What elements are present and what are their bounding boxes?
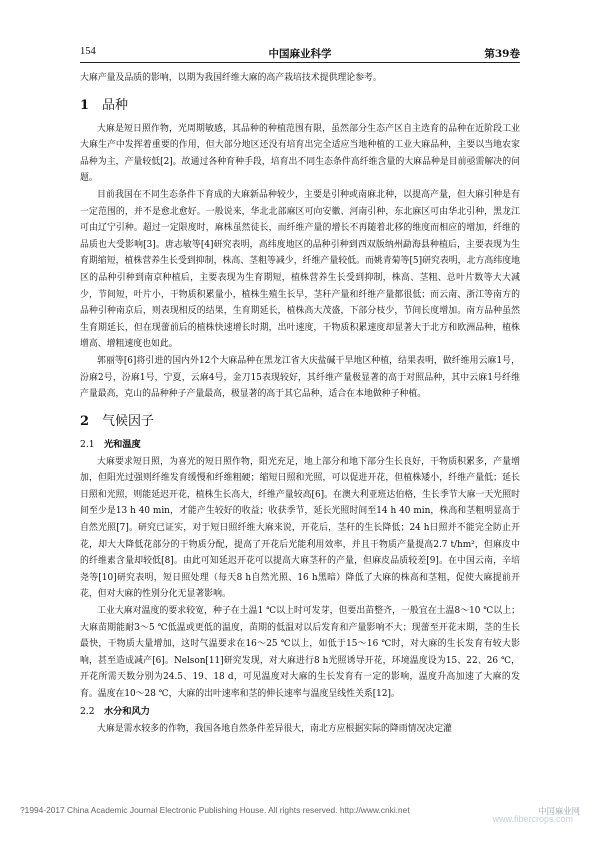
section-number: 1 [80, 97, 90, 113]
paragraph: 大麻是需水较多的作物，我国各地自然条件差异很大，南北方应根据实际的降雨情况决定灌 [97, 723, 452, 734]
paragraph: 大麻要求短日照，为喜光的短日照作物，阳光充足，地上部分和地下部分生长良好，干物质积累多，产量增加，但阳光过强则纤维发育缓慢和纤维粗硬；缩短日照和光照，可以促进开花，但植株矮小，纤维产量低；延长日照和光照，则能延迟开花，植株生长高大，纤维产量较高[6]。在澳大利亚班达伯格，生长季节大麻一天光照时间至少是13 h 40 min，才能产生较好的收益；收获季节，延长光照时间至14 h 40 min，株高和茎粗明显高于自然光照[7]。研究已证实，对于短日照纤维大麻来说，开花后，茎秆的生长降低；24 h日照并不能完全防止开花，却大大降低花部分的干物质分配，提高了开花后光能利用效率，并且干物质产量提高2.7 t/hm²，但麻皮中的纤维素含量却较低[8]。由此可知延迟开花可以提高大麻茎秆的产量，但麻皮品质较差[9]。在中国云南，辛培尧等[10]研究表明，短日照处理（每天8 h自然光照、16 h黑暗）降低了大麻的株高和茎粗，促使大麻提前开花，但对大麻的性别分化无显著影响。 [80, 456, 520, 600]
site-watermark-url: www.fibercrops.com [492, 814, 573, 824]
subsection-2-1-heading [80, 437, 520, 453]
volume-label: 第39卷 [484, 48, 520, 60]
paragraph: 工业大麻对温度的要求较宽，种子在土温1 ℃以上时可发芽，但要出苗整齐，一般宜在土温8～10 ℃以上；大麻苗期能耐3～5 ℃低温或更低的温度，苗期的低温对以后发育和产量影响不大；现蕾至开花末期，茎的生长最快，干物质大量增加，这时气温要求在16～25 ℃以上，如低于15～16 ℃时，对大麻的生长发育有较大影响，甚至造成减产[6]。Nelson[11]研究发现，对大麻进行8 h光照诱导开花，环境温度设为15、22、26 ℃，开花所需天数分别为24.5、19、18 d，可见温度对大麻的生长发育有一定的影响，温度升高加速了大麻的发育。温度在10～28 ℃，大麻的出叶速率和茎的伸长速率与温度呈线性关系[12]。 [80, 606, 520, 699]
subsection-title: 光和温度 [104, 438, 141, 450]
paragraph: 大麻是短日照作物，光周期敏感，其品种的种植范围有限，虽然部分生态产区自主选育的品种在近阶段工业大麻生产中发挥着重要的作用，但大部分地区还没有培育出完全适应当地种植的工业大麻品种，主要以当地农家品种为主，产量较低[2]。故通过各种育种手段，培育出不同生态条件高纤维含量的大麻品种是目前亟需解决的问题。 [80, 123, 520, 184]
copyright-text: ?1994-2017 China Academic Journal Electronic Publishing House. All rights reserved. http://www.cnki.net [20, 805, 410, 815]
paragraph: 目前我国在不同生态条件下育成的大麻新品种较少，主要是引种或南麻北种，以提高产量，但大麻引种是有一定范围的，并不是愈北愈好。一般说来，华北北部麻区可向安徽、河南引种，东北麻区可由华北引种，黑龙江可由辽宁引种。超过一定限度时，麻株虽然徒长，而纤维产量的增长不再随着北移的维度而相应的增加，纤维的品质也大受影响[3]。唐志敏等[4]研究表明，高纬度地区的品种引种到西双版纳州勐海县种植后，主要表现为生育期缩短，植株营养生长受到抑制，株高、茎粗等减少，纤维产量较低。而姚青菊等[5]研究表明，北方高纬度地区的品种引种到南京种植后，主要表现为生育期短，植株营养生长受到抑制，株高、茎粗、总叶片数等大大减少，节间短，叶片小，干物质积累量小，植株生殖生长早，茎秆产量和纤维产量都很低；而云南、浙江等南方的品种引种南京后，则表现相反的结果，生育期延长，植株高大茂盛，下部分枝少，节间长度增加。南方品种虽然生育期延长，但在现蕾前后的植株快速增长时期，出叶速度，干物质积累速度却显著大于北方和欧洲品种，植株增高、增粗速度也如此。 [80, 189, 520, 350]
site-watermark-cn: 中国麻业网 [538, 806, 580, 816]
subsection-number: 2.2 [80, 705, 95, 717]
section-1-heading [80, 96, 520, 116]
running-header [80, 46, 520, 63]
section-title: 品种 [102, 97, 129, 113]
subsection-number: 2.1 [80, 438, 95, 450]
section-title: 气候因子 [102, 413, 155, 429]
page-number: 154 [80, 46, 96, 57]
intro-paragraph-tail: 大麻产量及品质的影响，以期为我国纤维大麻的高产栽培技术提供理论参考。 [80, 73, 382, 83]
section-number: 2 [80, 413, 90, 429]
journal-title: 中国麻业科学 [268, 48, 332, 60]
section-2-heading [80, 412, 520, 432]
paragraph: 郭丽等[6]将引进的国内外12个大麻品种在黑龙江省大庆盐碱干旱地区种植，结果表明，做纤维用云麻1号，汾麻2号，汾麻1号，宁夏，云麻4号，金刀15表现较好，其纤维产量极显著的高于对照品种，其中云麻1号纤维产量最高，克山的品种种子产量最高，极显著的高于其它品种，适合在本地做种子种植。 [80, 355, 520, 400]
subsection-2-2-heading [80, 704, 520, 720]
subsection-title: 水分和风力 [104, 705, 150, 717]
article-body [80, 70, 520, 737]
